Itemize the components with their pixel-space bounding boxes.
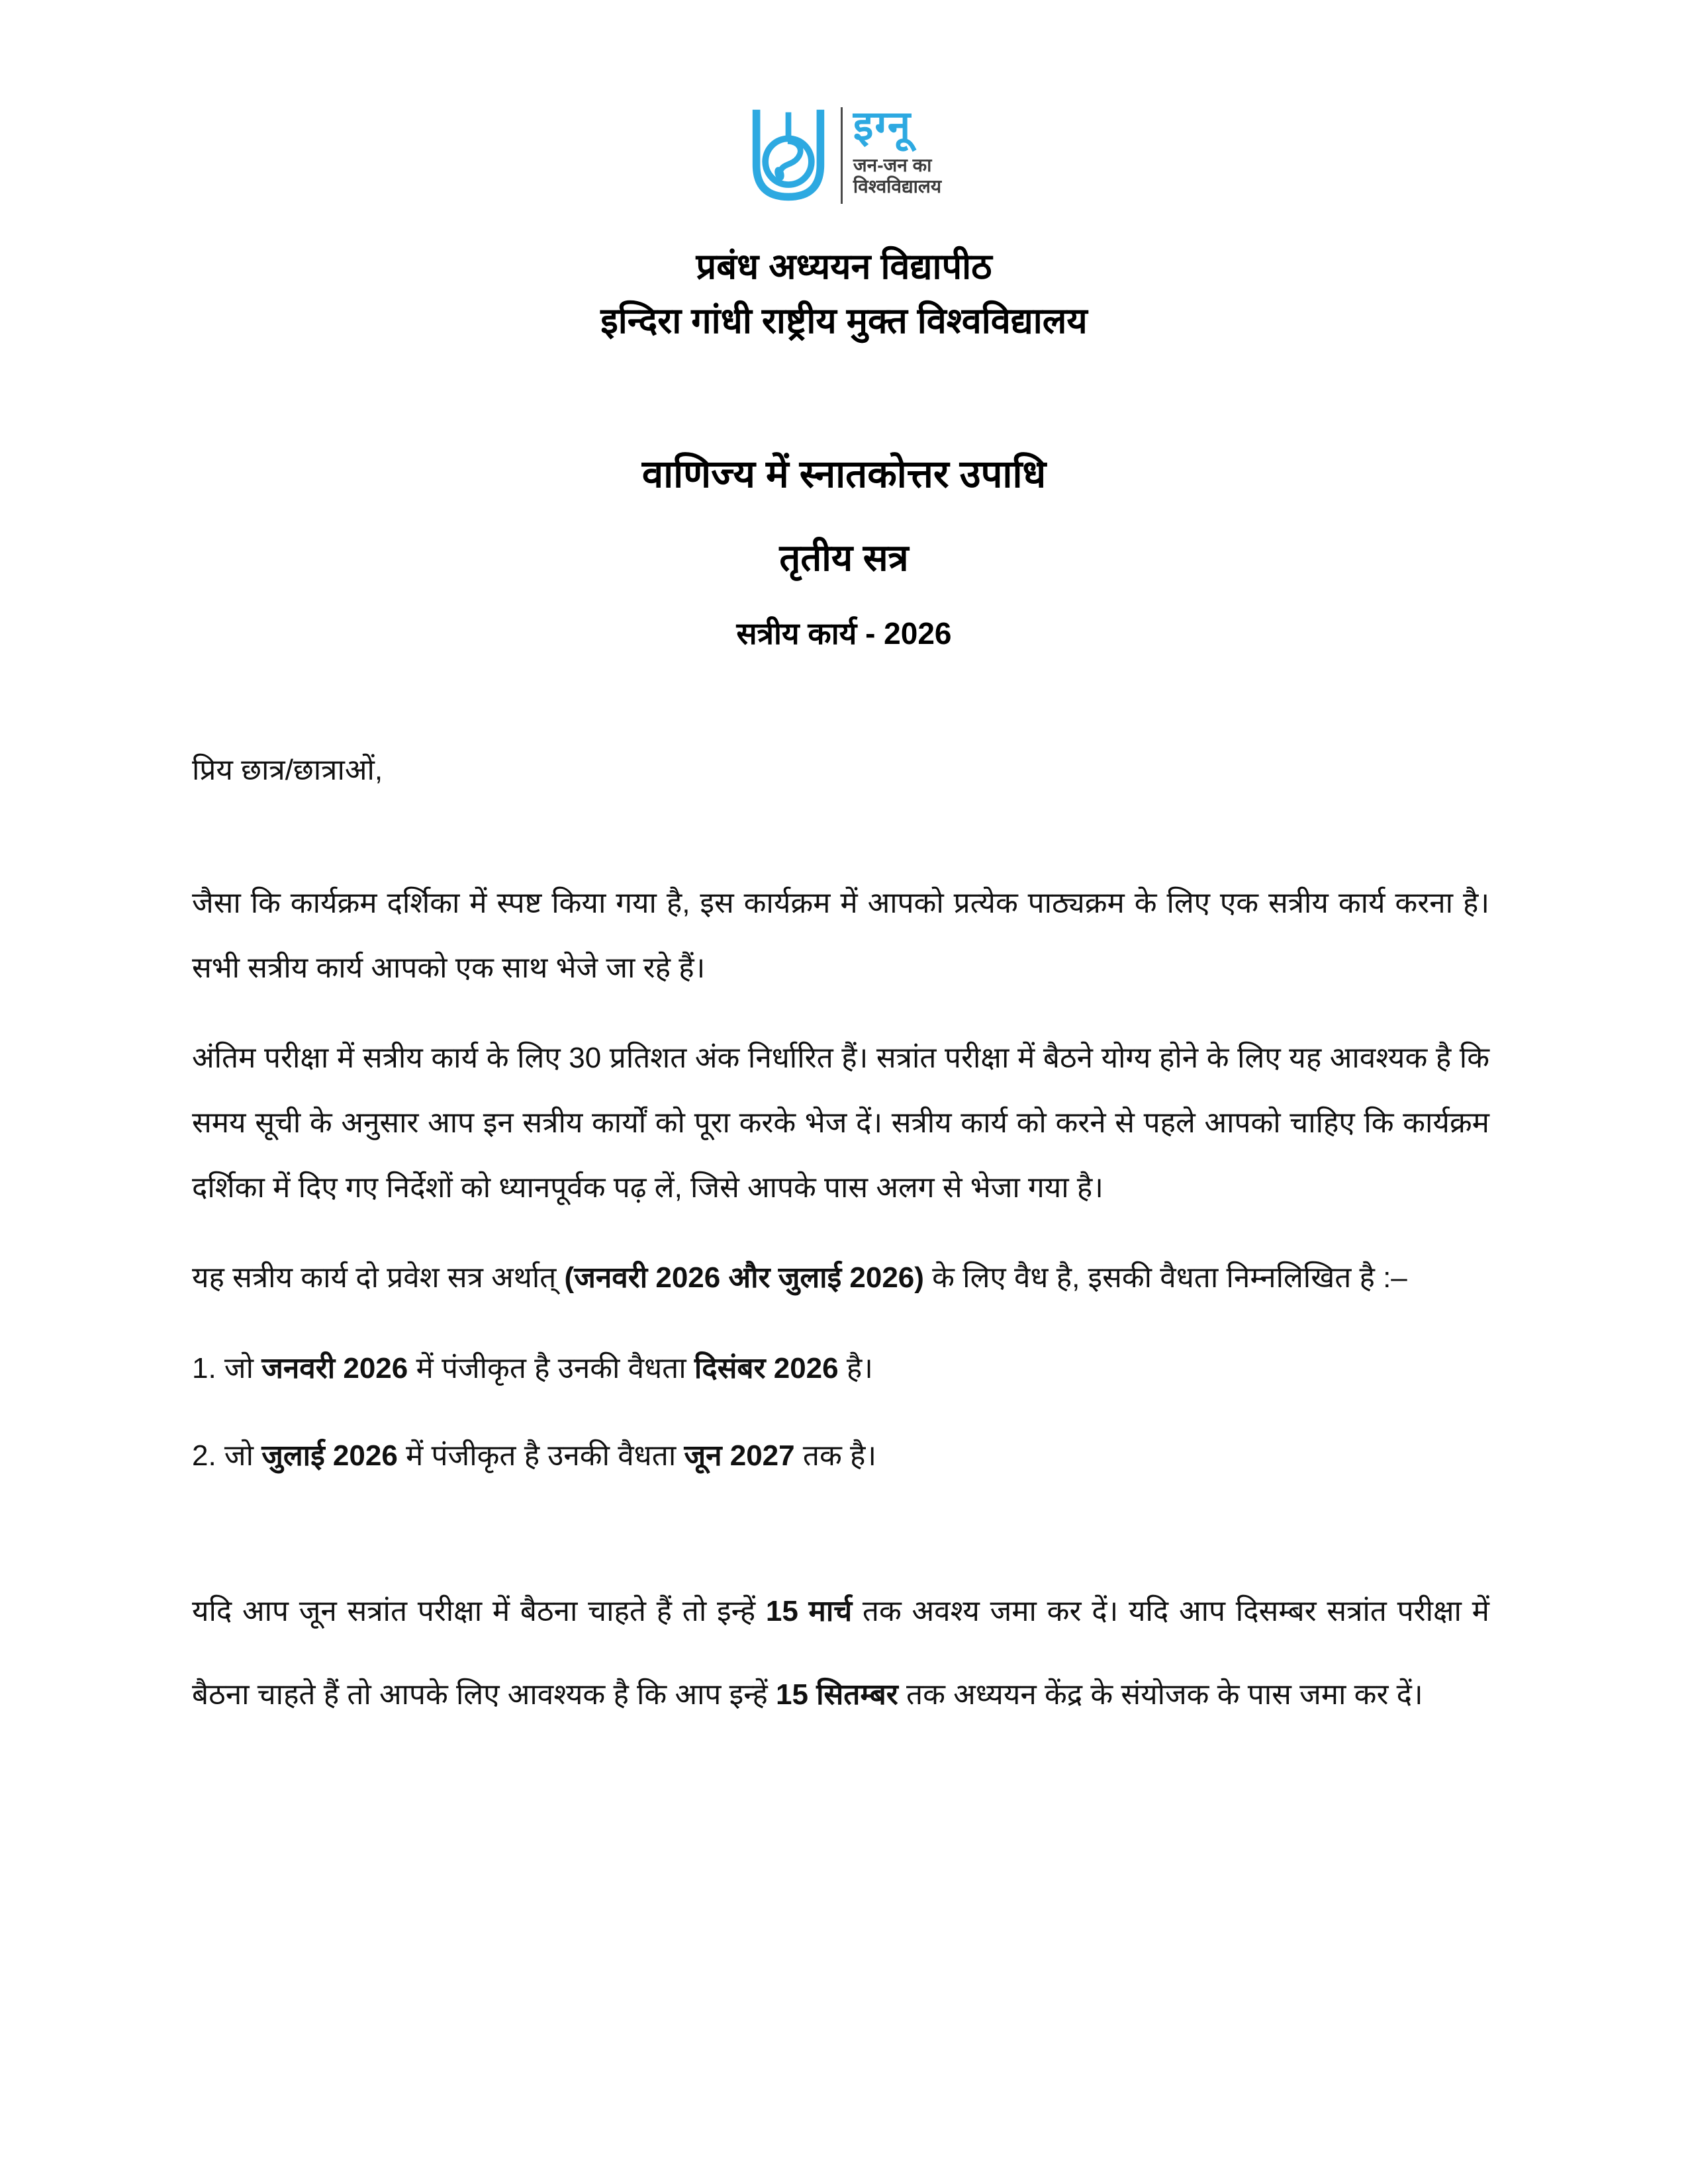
text-run: यह सत्रीय कार्य दो प्रवेश सत्र अर्थात् — [192, 1261, 565, 1295]
paragraph-4 — [192, 1570, 1489, 1736]
logo-text — [853, 103, 942, 197]
logo-divider — [841, 107, 843, 204]
semester-title: तृतीय सत्र — [779, 537, 909, 579]
logo-tagline-line1: जन-जन का — [853, 155, 932, 175]
validity-item-1 — [192, 1340, 1489, 1398]
school-name: प्रबंध अध्ययन विद्यापीठ — [696, 247, 992, 287]
text-run: 1. जो — [192, 1352, 262, 1385]
validity-item-2 — [192, 1427, 1489, 1485]
paragraph-3 — [192, 1246, 1489, 1310]
logo-tagline-line2: विश्वविद्यालय — [853, 176, 942, 197]
text-run: तक है। — [794, 1439, 877, 1473]
salutation: प्रिय छात्र/छात्राओं, — [192, 754, 383, 787]
text-run: के लिए वैध है, इसकी वैधता निम्नलिखित है :– — [923, 1261, 1407, 1295]
letter-body — [0, 747, 1688, 1736]
text-run: यदि आप जून सत्रांत परीक्षा में बैठना चाहते हैं तो इन्हें — [192, 1595, 766, 1628]
text-run: है। — [838, 1352, 873, 1385]
ignou-emblem-icon — [747, 106, 830, 205]
text-run-bold: जुलाई 2026 — [261, 1439, 398, 1473]
programme-title: वाणिज्य में स्नातकोत्तर उपाधि — [641, 453, 1047, 496]
text-run-bold: जून 2027 — [684, 1439, 795, 1473]
text-run-bold: दिसंबर 2026 — [694, 1352, 839, 1385]
text-run-bold: 15 सितम्बर — [776, 1678, 898, 1711]
text-run-bold: जनवरी 2026 — [261, 1352, 408, 1385]
ignou-logo — [0, 0, 1688, 205]
text-run: तक अध्ययन केंद्र के संयोजक के पास जमा कर दें। — [898, 1678, 1423, 1711]
text-run: तक अवश्य जमा कर दें। यदि आप दिसम्बर सत्रांत परीक्षा में बैठना चाहते हैं तो आपके लिए आवश्यक है कि आप इन्हें — [192, 1595, 1489, 1711]
university-name: इन्दिरा गांधी राष्ट्रीय मुक्त विश्वविद्यालय — [600, 301, 1088, 341]
paragraph-1: जैसा कि कार्यक्रम दर्शिका में स्पष्ट किया गया है, इस कार्यक्रम में आपको प्रत्येक पाठ्यक्रम के लिए एक सत्रीय कार्य करना है। सभी सत्रीय कार्य आपको एक साथ भेजे जा रहे हैं। — [192, 886, 1489, 984]
logo-acronym: इग्नू — [853, 103, 912, 149]
assignment-year-title: सत्रीय कार्य - 2026 — [736, 616, 952, 651]
text-run: 2. जो — [192, 1439, 262, 1473]
text-run-bold: (जनवरी 2026 और जुलाई 2026) — [564, 1261, 924, 1295]
text-run: में पंजीकृत है उनकी वैधता — [397, 1439, 684, 1473]
paragraph-2: अंतिम परीक्षा में सत्रीय कार्य के लिए 30 प्रतिशत अंक निर्धारित हैं। सत्रांत परीक्षा में बैठने योग्य होने के लिए यह आवश्यक है कि समय सूची के अनुसार आप इन सत्रीय कार्यों को पूरा करके भेज दें। सत्रीय कार्य को करने से पहले आपको चाहिए कि कार्यक्रम दर्शिका में दिए गए निर्देशों को ध्यानपूर्वक पढ़ लें, जिसे आपके पास अलग से भेजा गया है। — [192, 1041, 1489, 1204]
text-run: में पंजीकृत है उनकी वैधता — [408, 1352, 694, 1385]
text-run-bold: 15 मार्च — [765, 1595, 853, 1628]
